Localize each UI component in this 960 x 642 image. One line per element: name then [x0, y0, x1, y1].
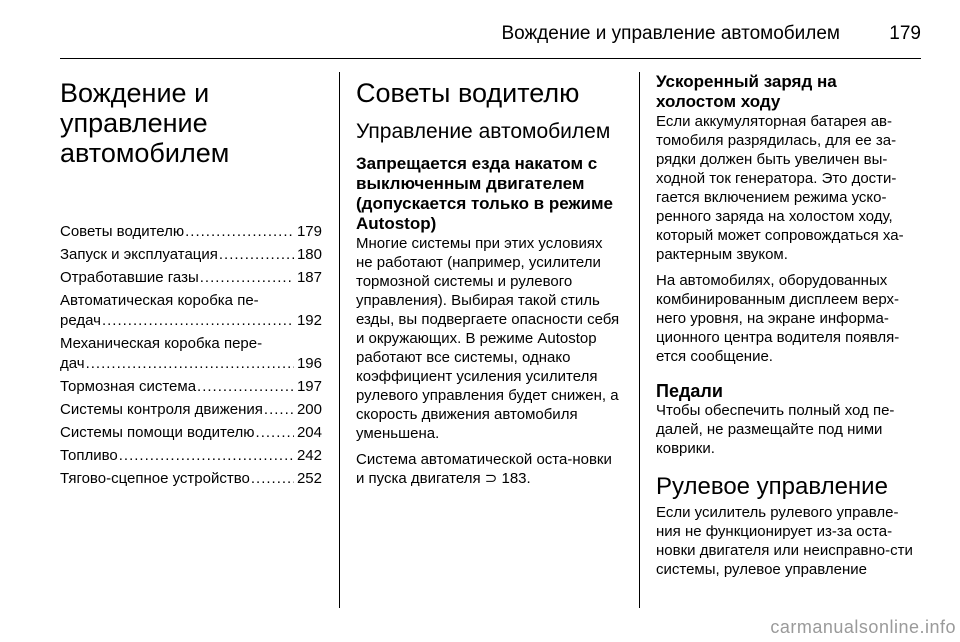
toc-leader — [264, 400, 294, 420]
toc-leader — [197, 377, 294, 397]
section-heading: Советы водителю — [356, 78, 580, 108]
toc-entry-page: 192 — [296, 312, 322, 329]
toc-leader — [256, 423, 294, 443]
toc-entry[interactable] — [60, 446, 322, 466]
toc-entry-page: 200 — [296, 401, 322, 418]
toc-entry-page: 242 — [296, 447, 322, 464]
chapter-title: Вождение и управление автомобилем — [60, 78, 230, 168]
column-divider-1 — [339, 72, 340, 608]
toc-leader — [119, 446, 294, 466]
column-divider-2 — [639, 72, 640, 608]
topic-heading: Запрещается езда накатом с выключенным двигателем (допускается только в режиме Autostop) — [356, 154, 614, 233]
body-paragraph: Если усилитель рулевого управле-ния не функционирует из-за оста-новки двигателя или неисправно-сти системы, рулевое управление — [656, 504, 913, 578]
toc-entry-page: 204 — [296, 424, 322, 441]
body-paragraph: Чтобы обеспечить полный ход пе-далей, не размещайте под ними коврики. — [656, 402, 895, 457]
body-paragraph: На автомобилях, оборудованных комбинированным дисплеем верх-него уровня, на экране информа-ционного центра водителя появля-ется сообщение. — [656, 272, 900, 365]
toc-entry-page: 187 — [296, 269, 322, 286]
toc-entry-title: дач — [60, 355, 85, 372]
toc-entry-title: редач — [60, 312, 101, 329]
topic-heading: Ускоренный заряд на холостом ходу — [656, 72, 837, 111]
toc-entry[interactable] — [60, 423, 322, 443]
toc-entry-title: Тормозная система — [60, 378, 197, 395]
toc-leader — [86, 354, 294, 374]
subsection-heading: Управление автомобилем — [356, 120, 611, 143]
body-paragraph: Многие системы при этих условиях не работают (например, усилители тормозной системы и рулевого управления). Выбирая такой стиль езды, вы подвергаете опасности себя и окружающих. В режиме Autostop работают все системы, однако коэффициент усиления усилителя рулевого управления будет снижен, а скорость движения автомобиля уменьшена. — [356, 235, 620, 442]
topic-heading: Педали — [656, 381, 723, 401]
toc-leader — [102, 311, 294, 331]
watermark: carmanualsonline.info — [770, 617, 956, 637]
body-paragraph-reference: Система автоматической оста-новки и пуска двигателя ⊃ 183. — [356, 451, 612, 487]
toc-entry-title: Топливо — [60, 447, 118, 464]
toc-entry-page: 197 — [296, 378, 322, 395]
toc-entry-title-line1: Автоматическая коробка пе- — [60, 292, 259, 309]
toc-entry[interactable] — [60, 400, 322, 420]
chapter-column — [60, 72, 322, 492]
body-paragraph: Если аккумуляторная батарея ав-томобиля разрядилась, для ее за-рядки должен быть увеличен вы-ходной ток генератора. Это дости-гается включением режима уско-ренного заряда на холостом ходу, который может сопровождаться ха-рактерным звуком. — [656, 113, 904, 263]
toc-entry[interactable] — [60, 377, 322, 397]
table-of-contents — [60, 222, 322, 489]
toc-leader — [251, 469, 294, 489]
running-title: Вождение и управление автомобилем — [501, 23, 840, 44]
subsection-heading: Рулевое управление — [656, 473, 888, 500]
toc-entry-title: Советы водителю — [60, 223, 185, 240]
toc-leader — [219, 245, 294, 265]
toc-entry-title: Системы контроля движения — [60, 401, 263, 418]
toc-entry[interactable] — [60, 291, 322, 331]
toc-entry[interactable] — [60, 469, 322, 489]
content-column-3 — [656, 72, 921, 586]
toc-entry-title: Запуск и эксплуатация — [60, 246, 218, 263]
toc-entry-title: Системы помощи водителю — [60, 424, 255, 441]
toc-leader — [185, 222, 294, 242]
toc-entry-title: Отработавшие газы — [60, 269, 199, 286]
toc-entry[interactable] — [60, 222, 322, 242]
content-column-2 — [356, 72, 622, 495]
toc-entry-page: 179 — [296, 223, 322, 240]
toc-entry[interactable] — [60, 268, 322, 288]
page-number: 179 — [889, 23, 921, 44]
toc-entry-title-line1: Механическая коробка пере- — [60, 335, 263, 352]
page-header — [0, 0, 960, 58]
toc-entry-page: 252 — [296, 470, 322, 487]
toc-leader — [200, 268, 294, 288]
toc-entry-page: 196 — [296, 355, 322, 372]
header-divider — [60, 58, 921, 59]
toc-entry-page: 180 — [296, 246, 322, 263]
toc-entry[interactable] — [60, 245, 322, 265]
toc-entry[interactable] — [60, 334, 322, 374]
toc-entry-title: Тягово-сцепное устройство — [60, 470, 250, 487]
